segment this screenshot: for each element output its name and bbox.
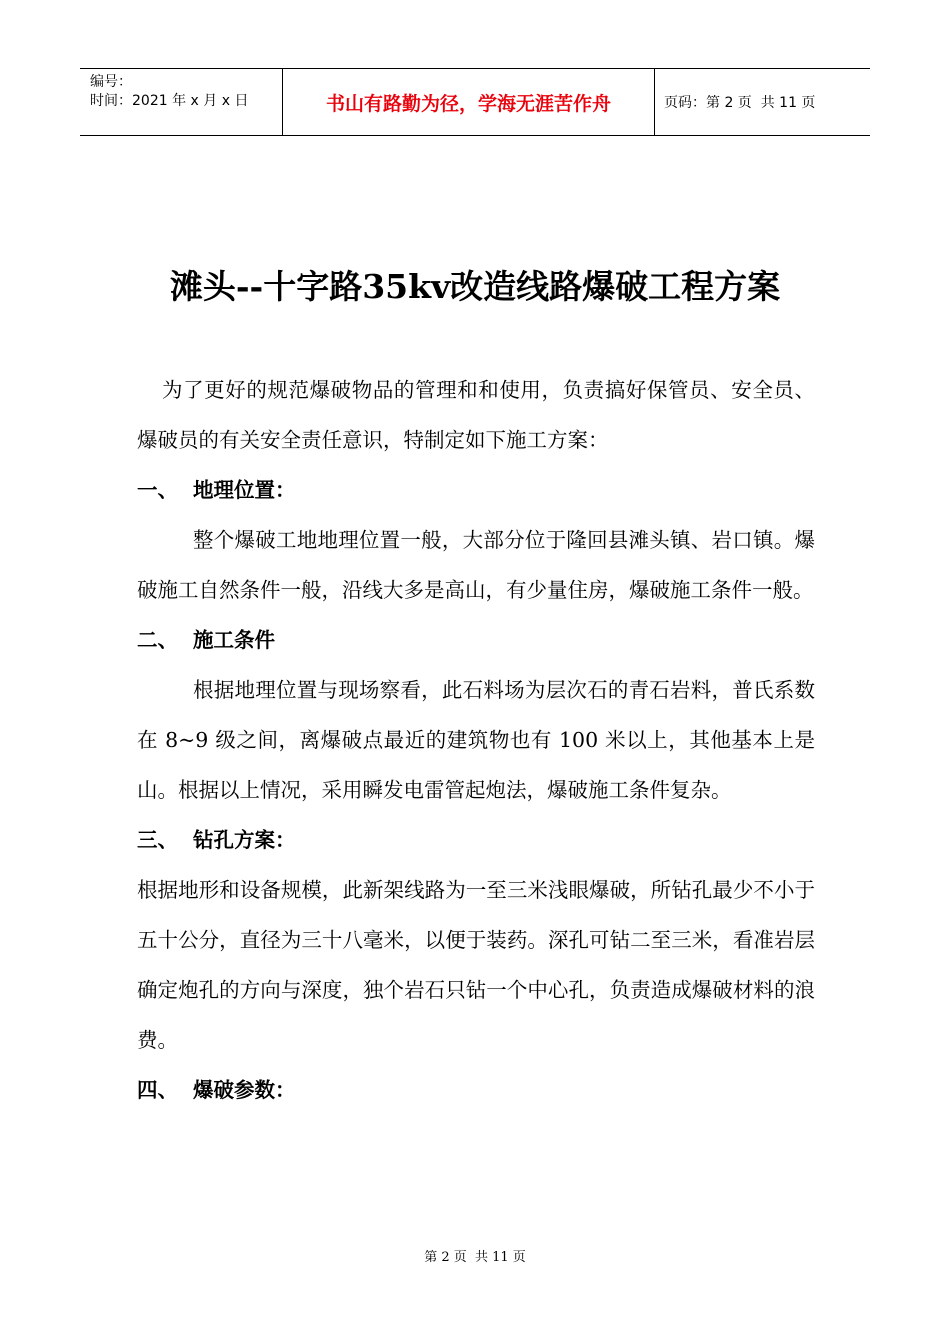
section-number: 三、 (137, 828, 178, 852)
section-heading (137, 615, 815, 665)
header-motto: 书山有路勤为径，学海无涯苦作舟 (325, 92, 611, 115)
section-title: 爆破参数： (193, 1078, 296, 1102)
header-page-cell (655, 69, 870, 135)
document-title: 滩头--十字路35kv改造线路爆破工程方案 (169, 267, 781, 306)
document-number-label: 编号： (90, 74, 132, 90)
section-paragraph: 根据地理位置与现场察看，此石料场为层次石的青石岩料，普氏系数在 8~9 级之间，离爆破点最近的建筑物也有 100 米以上，其他基本上是山。根据以上情况，采用瞬发电雷管起炮法，爆破施工条件复杂。 (137, 678, 815, 802)
header-page-info: 页码：第 2 页 共 11 页 (664, 95, 816, 111)
section-paragraph: 整个爆破工地地理位置一般，大部分位于隆回县滩头镇、岩口镇。爆破施工自然条件一般，沿线大多是高山，有少量住房，爆破施工条件一般。 (137, 528, 815, 602)
page-footer: 第 2 页 共 11 页 (424, 1250, 526, 1265)
section-heading (137, 465, 815, 515)
header-meta (80, 69, 282, 135)
section-heading (137, 1065, 815, 1115)
section-heading (137, 815, 815, 865)
document-body (137, 365, 815, 1115)
section-number: 二、 (137, 628, 178, 652)
section-title: 施工条件 (193, 628, 275, 652)
document-time-label: 时间：2021 年 x 月 x 日 (90, 93, 249, 109)
section-title: 钻孔方案： (193, 828, 296, 852)
section-number: 一、 (137, 478, 178, 502)
header-motto-cell (282, 69, 655, 135)
page-header (80, 68, 870, 136)
section-number: 四、 (137, 1078, 178, 1102)
intro-paragraph: 为了更好的规范爆破物品的管理和和使用，负责搞好保管员、安全员、爆破员的有关安全责任意识，特制定如下施工方案： (137, 378, 815, 452)
section-title: 地理位置： (193, 478, 296, 502)
section-paragraph: 根据地形和设备规模，此新架线路为一至三米浅眼爆破，所钻孔最少不小于五十公分，直径为三十八毫米，以便于装药。深孔可钻二至三米，看准岩层确定炮孔的方向与深度，独个岩石只钻一个中心孔，负责造成爆破材料的浪费。 (137, 878, 815, 1052)
